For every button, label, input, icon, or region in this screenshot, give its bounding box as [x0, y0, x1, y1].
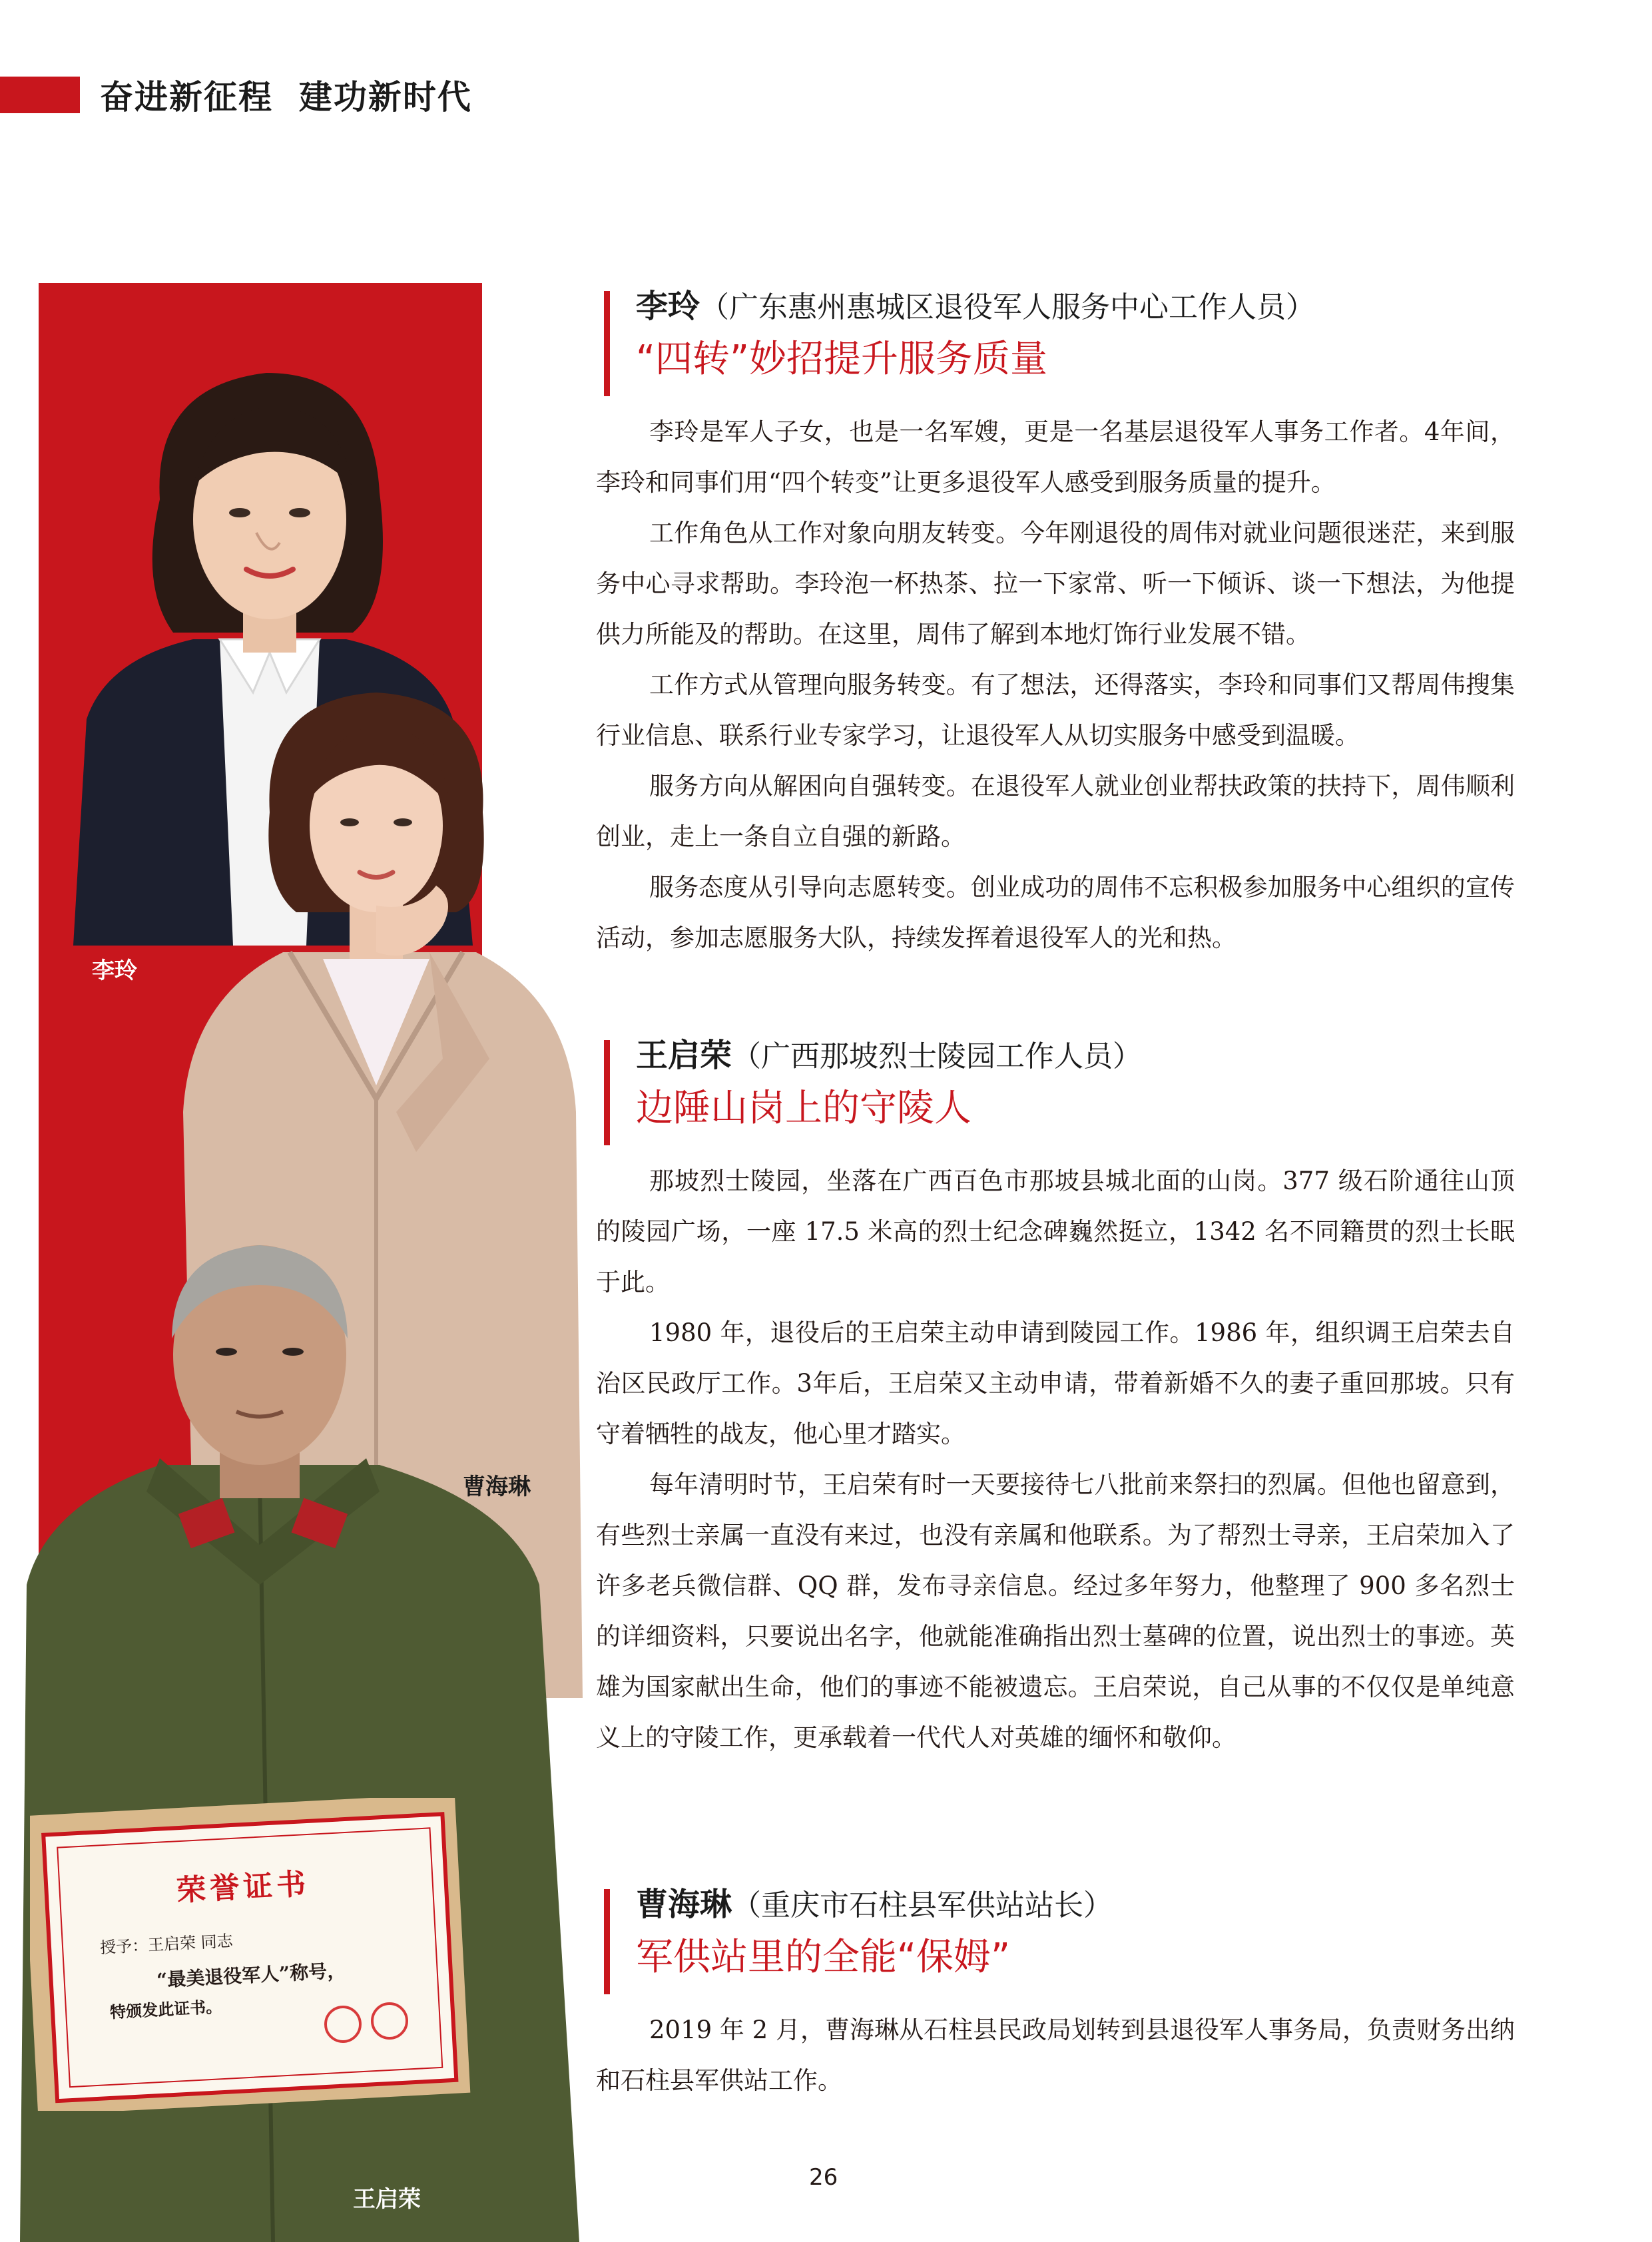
name-tag-cao-hailin: 曹海琳 — [463, 1474, 531, 1500]
section-heading — [596, 1032, 1515, 1137]
paragraph: 2019 年 2 月，曹海琳从石柱县民政局划转到县退役军人事务局，负责财务出纳和石柱县军供站工作。 — [596, 2016, 1515, 2095]
name-tag-wang-qirong: 王启荣 — [353, 2186, 421, 2213]
paragraph: 1980 年，退役后的王启荣主动申请到陵园工作。1986 年，组织调王启荣去自治区民政厅工作。3年后，王启荣又主动申请，带着新婚不久的妻子重回那坡。只有守着牺牲的战友，他心里才踏实。 — [596, 1318, 1515, 1448]
person-name: 李玲 — [636, 288, 700, 325]
section-accent-bar — [604, 1040, 610, 1145]
article-wang-qirong — [596, 1032, 1515, 1763]
person-role: （广东惠州惠城区退役军人服务中心工作人员） — [700, 290, 1316, 324]
section-title-line — [636, 283, 1515, 331]
header-accent-bar — [0, 77, 80, 113]
section-subtitle: 军供站里的全能“保姆” — [636, 1936, 1011, 1979]
section-accent-bar — [604, 291, 610, 396]
page-number: 26 — [809, 2164, 838, 2191]
paragraph: 服务方向从解困向自强转变。在退役军人就业创业帮扶政策的扶持下，周伟顺利创业，走上一条自立自强的新路。 — [596, 772, 1515, 851]
article-cao-hailin — [596, 1881, 1515, 2106]
section-title-line — [636, 1881, 1515, 1929]
section-subtitle: “四转”妙招提升服务质量 — [636, 338, 1048, 381]
section-heading — [596, 1881, 1515, 1986]
person-name: 王启荣 — [636, 1037, 732, 1074]
paragraph: 那坡烈士陵园，坐落在广西百色市那坡县城北面的山岗。377 级石阶通往山顶的陵园广场，一座 17.5 米高的烈士纪念碑巍然挺立，1342 名不同籍贯的烈士长眠于此。 — [596, 1167, 1515, 1296]
person-role: （广西那坡烈士陵园工作人员） — [732, 1039, 1143, 1073]
paragraph: 工作方式从管理向服务转变。有了想法，还得落实，李玲和同事们又帮周伟搜集行业信息、联系行业专家学习，让退役军人从切实服务中感受到温暖。 — [596, 671, 1515, 750]
section-body — [596, 407, 1515, 964]
certificate-line-3: 特颁发此证书。 — [109, 1996, 222, 2022]
section-accent-bar — [604, 1889, 610, 1994]
person-role: （重庆市石柱县军供站站长） — [732, 1888, 1113, 1922]
paragraph: 服务态度从引导向志愿转变。创业成功的周伟不忘积极参加服务中心组织的宣传活动，参加志愿服务大队，持续发挥着退役军人的光和热。 — [596, 873, 1515, 952]
section-title-line — [636, 1032, 1515, 1080]
paragraph: 每年清明时节，王启荣有时一天要接待七八批前来祭扫的烈属。但他也留意到，有些烈士亲属一直没有来过，也没有亲属和他联系。为了帮烈士寻亲，王启荣加入了许多老兵微信群、QQ 群，发布寻亲信息。经过多年努力，他整理了 900 多名烈士的详细资料，只要说出名字，他就能准确指出烈士墓碑的位置，说出烈士的事迹。英雄为国家献出生命，他们的事迹不能被遗忘。王启荣说，自己从事的不仅仅是单纯意义上的守陵工作，更承载着一代代人对英雄的缅怀和敬仰。 — [596, 1470, 1515, 1752]
certificate-line-2: “最美退役军人”称号， — [156, 1959, 346, 1992]
name-tag-li-ling: 李玲 — [92, 958, 137, 984]
paragraph: 工作角色从工作对象向朋友转变。今年刚退役的周伟对就业问题很迷茫，来到服务中心寻求帮助。李玲泡一杯热茶、拉一下家常、听一下倾诉、谈一下想法，为他提供力所能及的帮助。在这里，周伟了解到本地灯饰行业发展不错。 — [596, 519, 1515, 649]
certificate-line-1: 授予：王启荣 同志 — [99, 1931, 234, 1958]
article-li-ling — [596, 283, 1515, 964]
header-title: 奋进新征程 建功新时代 — [100, 78, 472, 117]
paragraph: 李玲是军人子女，也是一名军嫂，更是一名基层退役军人事务工作者。4年间，李玲和同事们用“四个转变”让更多退役军人感受到服务质量的提升。 — [596, 418, 1515, 497]
person-name: 曹海琳 — [636, 1886, 732, 1923]
section-heading — [596, 283, 1515, 388]
section-body — [596, 2005, 1515, 2106]
honor-certificate — [30, 1798, 476, 2111]
section-body — [596, 1156, 1515, 1763]
section-subtitle: 边陲山岗上的守陵人 — [636, 1087, 971, 1130]
certificate-title: 荣誉证书 — [176, 1866, 311, 1908]
